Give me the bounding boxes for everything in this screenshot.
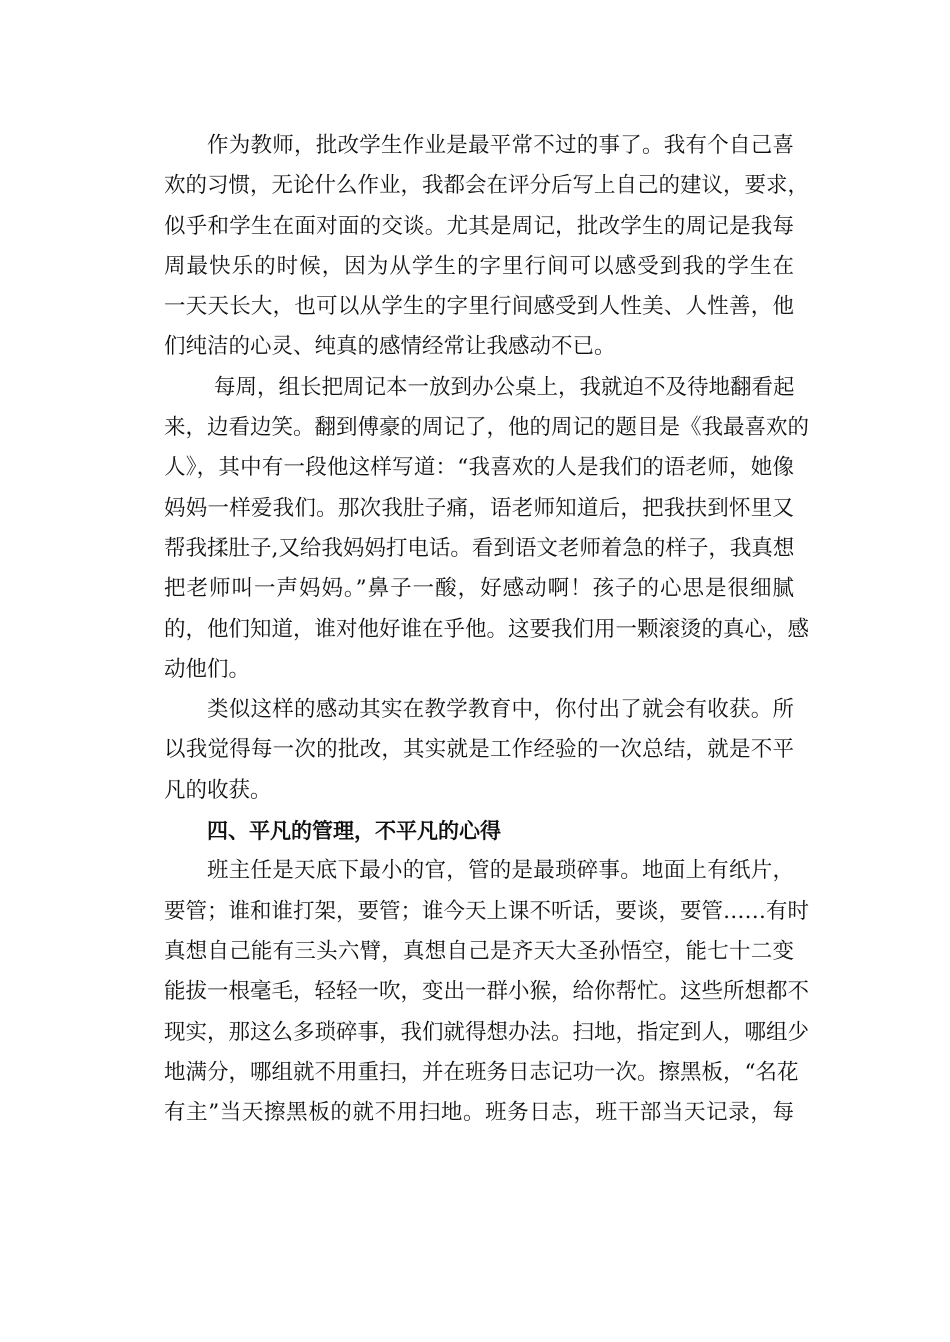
text-line: 现实，那这么多琐碎事，我们就得想办法。扫地，指定到人，哪组少 (164, 1019, 810, 1045)
text-line: 一天天长大，也可以从学生的字里行间感受到人性美、人性善，他 (164, 294, 794, 320)
text-line: 帮我揉肚子,又给我妈妈打电话。看到语文老师着急的样子，我真想 (164, 535, 795, 561)
paragraph-grading-homework (164, 126, 810, 368)
text-line: 要管；谁和谁打架，要管；谁今天上课不听话，要谈，要管……有时 (164, 898, 810, 924)
text-line: 班主任是天底下最小的官，管的是最琐碎事。地面上有纸片， (207, 858, 794, 884)
text-line: 的，他们知道，谁对他好谁在乎他。这要我们用一颗滚烫的真心，感 (164, 616, 810, 642)
paragraph-reward (164, 690, 794, 811)
text-line: 地满分，哪组就不用重扫，并在班务日志记功一次。擦黑板，“名花 (164, 1059, 799, 1085)
text-line: 似乎和学生在面对面的交谈。尤其是周记，批改学生的周记是我每 (164, 213, 794, 239)
text-line: 以我觉得每一次的批改，其实就是工作经验的一次总结，就是不平 (164, 737, 794, 763)
text-line: 真想自己能有三头六臂，真想自己是齐天大圣孙悟空，能七十二变 (164, 938, 794, 964)
text-line: 来，边看边笑。翻到傅豪的周记了，他的周记的题目是《我最喜欢的 (164, 415, 810, 441)
text-line: 作为教师，批改学生作业是最平常不过的事了。我有个自己喜 (207, 133, 794, 158)
text-line: 凡的收获。 (164, 777, 272, 803)
text-line: 有主”当天擦黑板的就不用扫地。班务日志，班干部当天记录，每 (164, 1100, 794, 1126)
paragraph-weekly-journal (164, 368, 810, 690)
text-line: 人》，其中有一段他这样写道：“我喜欢的人是我们的语老师，她像 (164, 455, 794, 481)
text-line: 周最快乐的时候，因为从学生的字里行间可以感受到我的学生在 (164, 253, 794, 279)
paragraph-class-management (164, 851, 810, 1133)
text-line: 能拔一根毫毛，轻轻一吹，变出一群小猴，给你帮忙。这些所想都不 (164, 979, 810, 1005)
section-heading: 四、平凡的管理，不平凡的心得 (207, 819, 501, 844)
text-line: 动他们。 (164, 656, 251, 682)
document-page (164, 126, 810, 1133)
text-line: 每周，组长把周记本一放到办公桌上，我就迫不及待地翻看起 (214, 374, 795, 400)
text-line: 们纯洁的心灵、纯真的感情经常让我感动不已。 (164, 334, 616, 360)
text-line: 妈妈一样爱我们。那次我肚子痛，语老师知道后，把我扶到怀里又 (164, 495, 794, 521)
text-line: 欢的习惯，无论什么作业，我都会在评分后写上自己的建议，要求， (164, 173, 810, 199)
text-line: 类似这样的感动其实在教学教育中，你付出了就会有收获。所 (207, 697, 794, 723)
text-line: 把老师叫一声妈妈。”鼻子一酸，好感动啊！孩子的心思是很细腻 (164, 576, 794, 602)
